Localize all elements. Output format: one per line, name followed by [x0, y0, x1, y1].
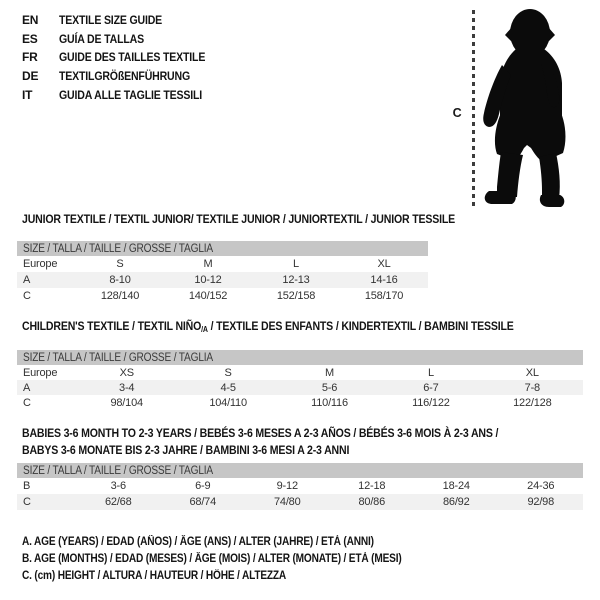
- row-label: C: [23, 496, 31, 508]
- size-cell: XL: [525, 366, 539, 379]
- size-cell: M: [203, 258, 213, 270]
- row-label: A: [23, 381, 31, 394]
- size-cell: XS: [119, 366, 134, 379]
- table-row: [17, 272, 428, 288]
- table-row: [17, 256, 428, 272]
- table-row: [17, 395, 583, 410]
- size-cell: L: [293, 258, 299, 270]
- row-label: C: [23, 290, 31, 302]
- size-cell: M: [325, 366, 334, 379]
- language-row: [22, 30, 225, 49]
- language-label: GUIDE DES TAILLES TEXTILE: [59, 50, 206, 65]
- size-cell: 104/110: [209, 396, 247, 409]
- size-cell: 3-6: [110, 480, 126, 492]
- row-label: A: [23, 274, 31, 286]
- height-marker-label: C: [452, 106, 462, 120]
- size-header-bar: SIZE / TALLA / TAILLE / GRÖSSE / TAGLIA: [17, 350, 583, 365]
- size-cell: L: [427, 366, 434, 379]
- language-row: [22, 48, 225, 67]
- table-row: [17, 478, 583, 494]
- size-cell: 74/80: [273, 496, 301, 508]
- table-row: [17, 380, 583, 395]
- size-cell: 6-9: [195, 480, 211, 492]
- language-code: DE: [22, 69, 39, 84]
- size-cell: 122/128: [513, 396, 552, 409]
- size-cell: 6-7: [423, 381, 439, 394]
- size-cell: 62/68: [104, 496, 132, 508]
- table-row: [17, 494, 583, 510]
- row-label: B: [23, 480, 31, 492]
- size-cell: 3-4: [119, 381, 135, 394]
- size-cell: 86/92: [442, 496, 470, 508]
- language-row: [22, 85, 225, 104]
- table-title: JUNIOR TEXTILE / TEXTIL JUNIOR/ TEXTILE JUNIOR / JUNIORTEXTIL / JUNIOR TESSILE: [22, 212, 455, 226]
- size-cell: 14-16: [370, 274, 398, 286]
- table-row: [17, 365, 583, 380]
- size-table-babies: [17, 425, 583, 510]
- size-cell: 8-10: [109, 274, 131, 286]
- table-row: [17, 288, 428, 304]
- subscript-label: /A: [201, 325, 208, 334]
- language-code: FR: [22, 50, 38, 65]
- size-cell: 10-12: [194, 274, 222, 286]
- footnote-height: C. (cm) HEIGHT / ALTURA / HAUTEUR / HÖHE / ALTEZZA: [22, 570, 287, 582]
- size-cell: 9-12: [276, 480, 298, 492]
- height-dashed-line: [472, 10, 475, 208]
- language-label: GUÍA DE TALLAS: [59, 31, 144, 46]
- size-table-children: [17, 320, 583, 410]
- size-cell: 68/74: [189, 496, 217, 508]
- footnote-age-years: A. AGE (YEARS) / EDAD (AÑOS) / ÂGE (ANS) / ALTER (JAHRE) / ETÀ (ANNI): [22, 536, 374, 548]
- size-cell: 152/158: [276, 290, 316, 302]
- size-cell: 116/122: [412, 396, 450, 409]
- language-row: [22, 67, 225, 86]
- row-label: Europe: [23, 258, 58, 270]
- size-header-bar: SIZE / TALLA / TAILLE / GRÖSSE / TAGLIA: [17, 463, 583, 478]
- size-cell: 12-18: [358, 480, 386, 492]
- footnote-age-months: B. AGE (MONTHS) / EDAD (MESES) / ÂGE (MOIS) / ALTER (MONATE) / ETÀ (MESI): [22, 553, 402, 565]
- size-cell: 128/140: [100, 290, 140, 302]
- language-guide-list: [22, 11, 225, 104]
- table-title: BABIES 3-6 MONTH TO 2-3 YEARS / BEBÉS 3-6 MESES A 2-3 AÑOS / BÉBÉS 3-6 MOIS À 2-3 ANS / BABYS 3-6 MONATE BIS 2-3 JAHRE / BAMBINI 3-6 MESI A 2-3 ANNI: [22, 426, 499, 457]
- language-label: TEXTILGRÖßENFÜHRUNG: [59, 69, 191, 84]
- size-cell: 158/170: [364, 290, 404, 302]
- size-cell: 5-6: [321, 381, 338, 394]
- size-cell: S: [224, 366, 232, 379]
- size-cell: 7-8: [524, 381, 540, 394]
- size-cell: 18-24: [442, 480, 470, 492]
- size-header-bar: SIZE / TALLA / TAILLE / GRÖSSE / TAGLIA: [17, 241, 428, 256]
- row-label: Europe: [23, 366, 58, 379]
- language-code: EN: [22, 13, 39, 28]
- language-label: TEXTILE SIZE GUIDE: [59, 13, 163, 28]
- size-cell: 4-5: [220, 381, 236, 394]
- size-cell: S: [116, 258, 124, 270]
- size-cell: 92/98: [527, 496, 555, 508]
- language-code: IT: [22, 87, 33, 102]
- language-row: [22, 11, 225, 30]
- size-cell: XL: [377, 258, 391, 270]
- size-cell: 80/86: [358, 496, 386, 508]
- size-cell: 98/104: [110, 396, 143, 409]
- size-table-junior: [17, 212, 455, 304]
- language-code: ES: [22, 31, 38, 46]
- size-cell: 24-36: [527, 480, 555, 492]
- size-cell: 140/152: [188, 290, 228, 302]
- table-title: CHILDREN'S TEXTILE / TEXTIL NIÑO/A / TEXTILE DES ENFANTS / KINDERTEXTIL / BAMBINI TESSILE: [22, 319, 514, 334]
- size-cell: 12-13: [282, 274, 310, 286]
- row-label: C: [23, 396, 31, 409]
- language-label: GUIDA ALLE TAGLIE TESSILI: [59, 87, 203, 102]
- size-cell: 110/116: [311, 396, 348, 409]
- baby-silhouette-icon: [481, 5, 581, 211]
